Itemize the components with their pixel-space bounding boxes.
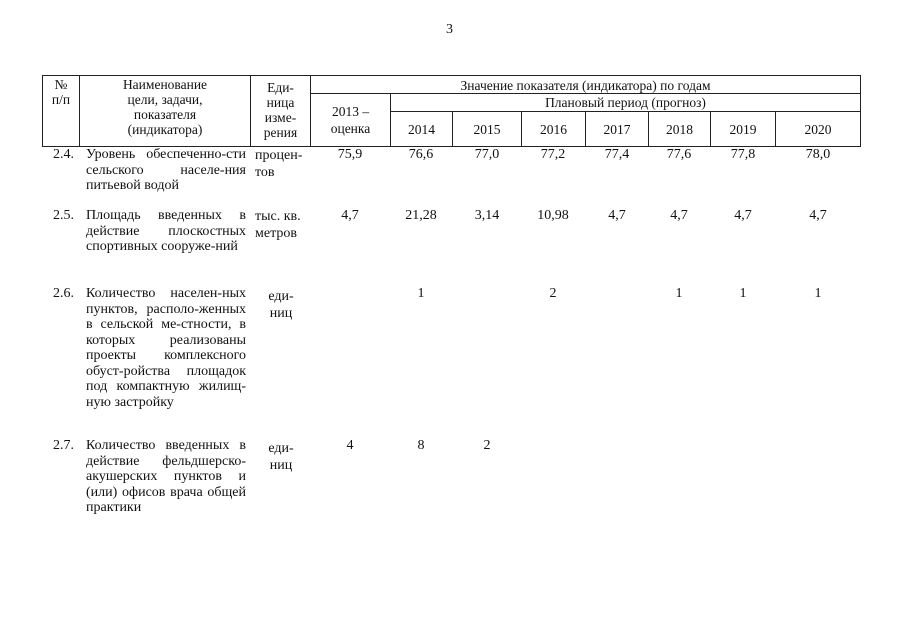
header-year: 2017 [603,122,631,137]
page-number: 3 [446,22,453,37]
header-year: 2014 [408,122,435,137]
header-name: Наименование цели, задачи, показателя (индикатора) [122,77,208,137]
row-number: 2.5. [53,208,74,223]
header-year: 2018 [666,122,693,137]
header-year: 2019 [729,122,757,137]
value-2014: 76,6 [408,147,434,162]
value-2017: 4,7 [608,208,626,223]
header-number: № п/п [51,77,71,107]
value-2020: 1 [814,286,822,301]
header-base-year: 2013 – оценка [330,104,371,136]
value-2016: 77,2 [540,147,566,162]
value-2017: 77,4 [604,147,630,162]
header-year: 2016 [540,122,567,137]
unit-of-measure: тыс. кв. метров [255,209,301,241]
header-year: 2020 [804,122,832,137]
unit-of-measure: процен- тов [255,148,303,180]
value-2018: 77,6 [666,147,692,162]
value-2019: 1 [739,286,747,301]
value-2019: 4,7 [734,208,752,223]
value-2018: 4,7 [670,208,688,223]
indicator-name: Уровень обеспеченно-сти сельского населе-ния питьевой водой [86,147,246,193]
value-2018: 1 [675,286,683,301]
value-2020: 78,0 [805,147,831,162]
value-2013: 75,9 [337,147,363,162]
indicator-name: Площадь введенных в действие плоскостных спортивных сооруже-ний [86,208,246,254]
unit-of-measure: еди- ниц [268,289,294,321]
row-number: 2.6. [53,286,74,301]
value-2016: 2 [549,286,557,301]
value-2019: 77,8 [730,147,756,162]
header-group-title: Значение показателя (индикатора) по годам [460,78,711,93]
value-2013: 4 [346,438,354,453]
value-2014: 8 [417,438,425,453]
value-2014: 21,28 [405,208,437,223]
row-number: 2.7. [53,438,74,453]
indicator-name: Количество введенных в действие фельдшерско-акушерских пунктов и (или) офисов врача общей практики [86,438,246,515]
value-2016: 10,98 [537,208,569,223]
indicator-name: Количество населен-ных пунктов, располо-женных в сельской ме-стности, в которых реализованы проекты комплексного обуст-ройства площадок под компактную жилищ-ную застройку [86,286,246,410]
value-2014: 1 [417,286,425,301]
header-year: 2015 [473,122,501,137]
value-2020: 4,7 [809,208,827,223]
value-2013: 4,7 [341,208,359,223]
value-2015: 77,0 [474,147,500,162]
value-2015: 3,14 [474,208,500,223]
row-number: 2.4. [53,147,74,162]
value-2015: 2 [483,438,491,453]
unit-of-measure: еди- ниц [268,441,294,473]
header-plan-title: Плановый период (прогноз) [545,95,706,110]
header-unit: Еди- ница изме- рения [263,80,298,140]
